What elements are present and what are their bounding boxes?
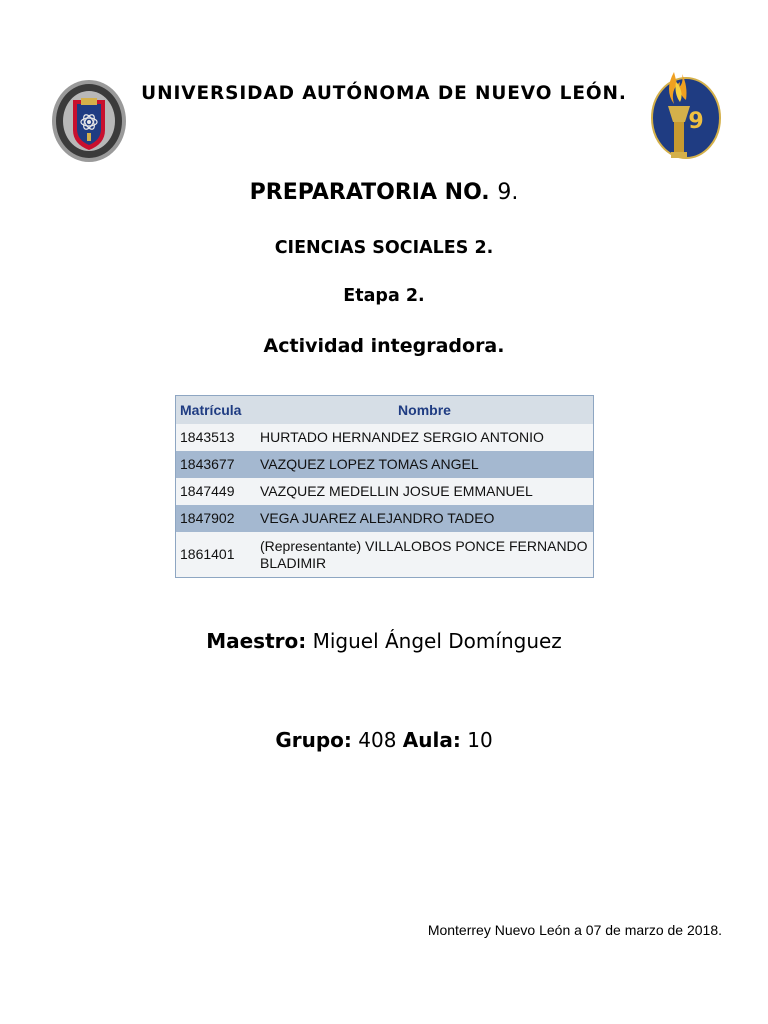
room-label: Aula: [402,728,461,752]
cell-nombre: VAZQUEZ MEDELLIN JOSUE EMMANUEL [256,478,594,505]
table-row [176,424,594,451]
preparatoria-label: PREPARATORIA NO. [249,180,490,205]
table-row [176,505,594,532]
group-label: Grupo: [275,728,352,752]
table-row [176,478,594,505]
teacher-line [0,629,768,653]
room-value: 10 [467,728,493,752]
university-title: UNIVERSIDAD AUTÓNOMA DE NUEVO LEÓN. [141,83,627,104]
preparatoria-9-torch-icon [644,66,724,166]
table-row [176,451,594,478]
students-table [175,395,594,578]
cell-nombre: (Representante) VILLALOBOS PONCE FERNANDO BLADIMIR [256,532,594,578]
group-value: 408 [358,728,397,752]
cell-nombre: VEGA JUAREZ ALEJANDRO TADEO [256,505,594,532]
cell-nombre: HURTADO HERNANDEZ SERGIO ANTONIO [256,424,594,451]
teacher-name: Miguel Ángel Domínguez [312,629,562,653]
place-date: Monterrey Nuevo León a 07 de marzo de 2018. [427,922,722,938]
cell-matricula: 1861401 [176,532,257,578]
preparatoria-number: 9. [497,180,519,205]
table-header-row [176,396,594,425]
column-header-matricula: Matrícula [176,396,257,425]
subject-heading: CIENCIAS SOCIALES 2. [274,238,494,258]
preparatoria-heading [0,180,768,205]
column-header-nombre: Nombre [256,396,594,425]
cell-matricula: 1843677 [176,451,257,478]
cell-matricula: 1847902 [176,505,257,532]
group-line [0,728,768,752]
activity-heading: Actividad integradora. [263,335,505,357]
table-row [176,532,594,578]
cell-matricula: 1843513 [176,424,257,451]
teacher-label: Maestro: [206,629,307,653]
cell-nombre: VAZQUEZ LOPEZ TOMAS ANGEL [256,451,594,478]
logo-number: 9 [688,109,704,134]
stage-heading: Etapa 2. [343,286,425,306]
cell-matricula: 1847449 [176,478,257,505]
